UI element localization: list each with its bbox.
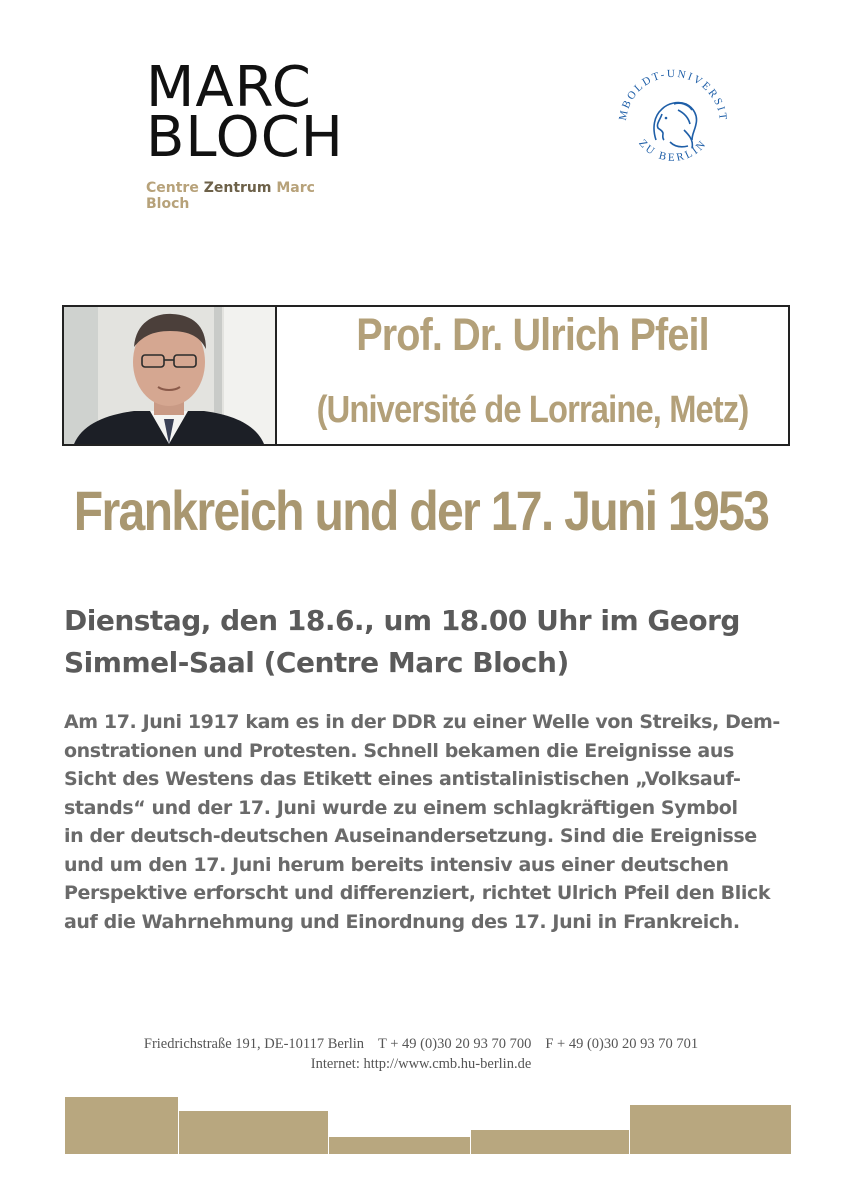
seal-text-bottom: ZU BERLIN bbox=[636, 137, 710, 164]
decorative-bar-3 bbox=[329, 1137, 470, 1154]
abstract-line: und um den 17. Juni herum bereits intensiv aus einer deutschen bbox=[64, 853, 729, 876]
footer-phone: T + 49 (0)30 20 93 70 700 bbox=[378, 1036, 532, 1052]
abstract-line: in der deutsch-deutschen Auseinandersetzung. Sind die Ereignisse bbox=[64, 825, 757, 847]
footer-fax: F + 49 (0)30 20 93 70 701 bbox=[545, 1036, 699, 1052]
footer-line-1 bbox=[0, 1034, 842, 1054]
logo-caption-marc-bloch: Marc Bloch bbox=[146, 180, 315, 212]
abstract-line: onstrationen und Protesten. Schnell bekamen die Ereignisse aus bbox=[64, 739, 734, 762]
decorative-bar-2 bbox=[179, 1111, 328, 1154]
svg-text:ZU BERLIN bbox=[636, 137, 709, 164]
event-info-line-1: Dienstag, den 18.6., um 18.00 Uhr im Georg bbox=[64, 604, 740, 637]
svg-text:HUMBOLDT-UNIVERSITÄT bbox=[608, 54, 729, 123]
abstract-line: Am 17. Juni 1917 kam es in der DDR zu einer Welle von Streiks, Dem- bbox=[64, 711, 780, 733]
logo-caption bbox=[146, 180, 340, 212]
footer-internet: Internet: http://www.cmb.hu-berlin.de bbox=[310, 1056, 532, 1072]
footer-address: Friedrichstraße 191, DE-10117 Berlin bbox=[143, 1036, 365, 1052]
speaker-portrait-image bbox=[64, 307, 275, 444]
event-info bbox=[64, 600, 784, 684]
logo-text-bloch: BLOCH bbox=[146, 105, 344, 170]
logo-caption-centre: Centre bbox=[146, 180, 199, 196]
profile-portrait-icon bbox=[654, 103, 697, 148]
abstract-line: Sicht des Westens das Etikett eines antistalinistischen „Volksauf- bbox=[64, 768, 741, 790]
centre-marc-bloch-logo bbox=[140, 55, 344, 212]
event-info-line-2: Simmel-Saal (Centre Marc Bloch) bbox=[64, 646, 569, 679]
speaker-name: Prof. Dr. Ulrich Pfeil bbox=[356, 309, 709, 360]
decorative-bar-1 bbox=[65, 1097, 178, 1154]
logo-text-marc: MARC bbox=[146, 55, 312, 120]
talk-title: Frankreich und der 17. Juni 1953 bbox=[73, 479, 769, 542]
abstract-text bbox=[64, 708, 804, 936]
abstract-line: stands“ und der 17. Juni wurde zu einem schlagkräftigen Symbol bbox=[64, 796, 738, 819]
humboldt-university-seal bbox=[608, 54, 738, 184]
speaker-box bbox=[62, 305, 790, 446]
seal-text-top: MBOLDT-UNIVERSIT bbox=[616, 67, 730, 123]
decorative-bar-5 bbox=[630, 1105, 791, 1154]
hu-seal-graphic bbox=[608, 54, 738, 184]
logo-caption-zentrum: Zentrum bbox=[203, 180, 272, 196]
decorative-bar-4 bbox=[471, 1130, 629, 1154]
speaker-affiliation: (Université de Lorraine, Metz) bbox=[316, 389, 749, 431]
speaker-photo bbox=[64, 307, 277, 444]
footer-contact bbox=[0, 1034, 842, 1074]
abstract-line: auf die Wahrnehmung und Einordnung des 17. Juni in Frankreich. bbox=[64, 910, 740, 933]
abstract-line: Perspektive erforscht und differenziert, richtet Ulrich Pfeil den Blick bbox=[64, 882, 771, 904]
